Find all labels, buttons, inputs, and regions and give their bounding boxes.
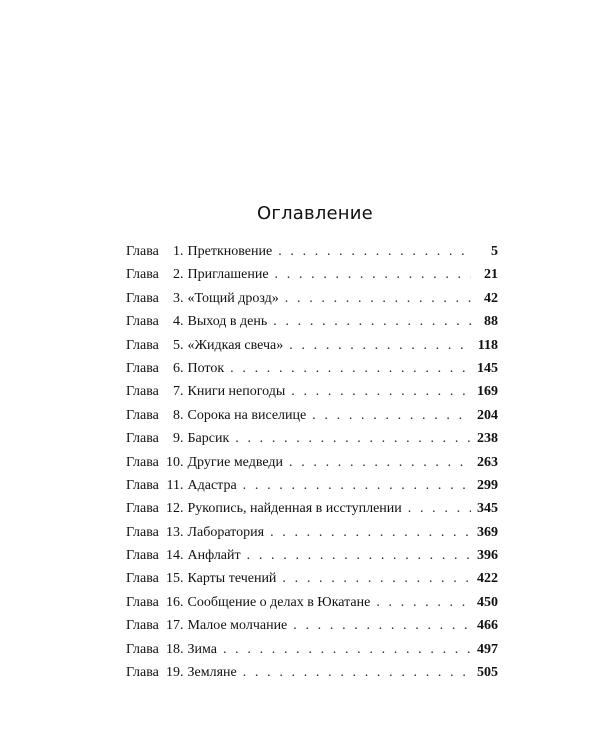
page-number: 88: [484, 314, 498, 330]
toc-entry: [126, 638, 498, 661]
chapter-title: Малое молчание: [187, 618, 288, 634]
chapter-number: 10: [166, 454, 180, 470]
page-number: 345: [477, 501, 498, 517]
chapter-number-period: .: [180, 665, 184, 681]
chapter-title: Анфлайт: [187, 548, 241, 564]
dot-leader: [243, 661, 471, 684]
chapter-number: 17: [166, 618, 180, 634]
chapter-number-period: .: [180, 337, 184, 353]
dot-leader: [243, 474, 471, 497]
chapter-label: Глава: [126, 314, 159, 330]
chapter-title: Книги непогоды: [187, 384, 286, 400]
page-number: 169: [477, 384, 498, 400]
table-of-contents: [126, 240, 498, 684]
toc-entry: [126, 474, 498, 497]
chapter-number: 4: [173, 314, 180, 330]
dot-leader: [291, 380, 471, 403]
chapter-label: Глава: [126, 477, 159, 493]
toc-entry: [126, 497, 498, 520]
chapter-number: 3: [173, 290, 180, 306]
chapter-label: Глава: [126, 244, 159, 259]
chapter-number: 7: [173, 384, 180, 400]
chapter-number: 14: [166, 548, 180, 564]
chapter-title: Адастра: [187, 477, 237, 493]
dot-leader: [235, 427, 471, 450]
chapter-label: Глава: [126, 454, 159, 470]
page-number: 466: [477, 618, 498, 634]
toc-entry: [126, 567, 498, 590]
chapter-label: Глава: [126, 407, 159, 423]
page-number: 299: [477, 477, 498, 493]
chapter-label: Глава: [126, 594, 159, 610]
dot-leader: [293, 614, 471, 637]
toc-entry: [126, 544, 498, 567]
chapter-label: Глава: [126, 337, 159, 353]
chapter-number-period: .: [180, 501, 184, 517]
chapter-label: Глава: [126, 501, 159, 517]
dot-leader: [230, 357, 471, 380]
chapter-number-period: .: [180, 477, 184, 493]
page-number: 118: [477, 337, 498, 353]
toc-entry: [126, 451, 498, 474]
page-number: 21: [484, 267, 498, 283]
chapter-label: Глава: [126, 360, 159, 376]
chapter-number: 15: [166, 571, 180, 587]
chapter-title: Приглашение: [187, 267, 269, 283]
page-number: 263: [477, 454, 498, 470]
toc-entry: [126, 404, 498, 427]
dot-leader: [282, 567, 471, 590]
chapter-title: Преткновение: [187, 244, 273, 259]
chapter-number-period: .: [180, 431, 184, 447]
chapter-label: Глава: [126, 665, 159, 681]
chapter-title: Сообщение о делах в Юкатане: [187, 594, 371, 610]
chapter-title: «Жидкая свеча»: [187, 337, 284, 353]
chapter-title: Другие медведи: [187, 454, 283, 470]
chapter-number: 11: [166, 477, 180, 493]
dot-leader: [376, 591, 471, 614]
page-number: 396: [477, 548, 498, 564]
chapter-number: 19: [166, 665, 180, 681]
dot-leader: [223, 638, 471, 661]
chapter-label: Глава: [126, 267, 159, 283]
toc-entry: [126, 240, 498, 263]
chapter-number-period: .: [180, 641, 184, 657]
chapter-number: 5: [173, 337, 180, 353]
dot-leader: [289, 334, 471, 357]
chapter-number: 2: [173, 267, 180, 283]
dot-leader: [408, 497, 471, 520]
chapter-label: Глава: [126, 524, 159, 540]
chapter-number-period: .: [180, 314, 184, 330]
chapter-title: Рукопись, найденная в исступлении: [187, 501, 402, 517]
page-number: 422: [477, 571, 498, 587]
chapter-number-period: .: [180, 594, 184, 610]
chapter-label: Глава: [126, 431, 159, 447]
toc-entry: [126, 427, 498, 450]
page-number: 42: [484, 290, 498, 306]
chapter-number-period: .: [180, 384, 184, 400]
chapter-number-period: .: [180, 524, 184, 540]
dot-leader: [285, 287, 471, 310]
chapter-title: Поток: [187, 360, 225, 376]
page-number: 505: [477, 665, 498, 681]
chapter-label: Глава: [126, 548, 159, 564]
chapter-number: 13: [166, 524, 180, 540]
page-number: 238: [477, 431, 498, 447]
chapter-number-period: .: [180, 618, 184, 634]
page-number: 450: [477, 594, 498, 610]
toc-entry: [126, 357, 498, 380]
page-number: 204: [477, 407, 498, 423]
chapter-number-period: .: [180, 548, 184, 564]
page-number: 5: [491, 244, 498, 259]
toc-entry: [126, 334, 498, 357]
page-title: Оглавление: [257, 203, 373, 224]
toc-entry: [126, 263, 498, 286]
toc-entry: [126, 591, 498, 614]
chapter-number-period: .: [180, 454, 184, 470]
dot-leader: [270, 521, 471, 544]
chapter-title: Лаборатория: [187, 524, 265, 540]
chapter-number-period: .: [180, 290, 184, 306]
chapter-label: Глава: [126, 641, 159, 657]
chapter-number: 16: [166, 594, 180, 610]
chapter-label: Глава: [126, 384, 159, 400]
page-number: 369: [477, 524, 498, 540]
chapter-number: 12: [166, 501, 180, 517]
chapter-number-period: .: [180, 244, 184, 259]
chapter-title: Сорока на виселице: [187, 407, 307, 423]
toc-entry: [126, 310, 498, 333]
chapter-number: 8: [173, 407, 180, 423]
dot-leader: [275, 263, 471, 286]
toc-entry: [126, 380, 498, 403]
dot-leader: [289, 451, 471, 474]
chapter-title: Выход в день: [187, 314, 268, 330]
chapter-label: Глава: [126, 571, 159, 587]
dot-leader: [278, 240, 471, 263]
dot-leader: [273, 310, 471, 333]
toc-entry: [126, 521, 498, 544]
chapter-number: 18: [166, 641, 180, 657]
dot-leader: [247, 544, 471, 567]
dot-leader: [312, 404, 471, 427]
chapter-label: Глава: [126, 618, 159, 634]
chapter-number: 9: [173, 431, 180, 447]
chapter-title: Зима: [187, 641, 217, 657]
chapter-number-period: .: [180, 407, 184, 423]
chapter-number: 6: [173, 360, 180, 376]
chapter-title: Карты течений: [187, 571, 277, 587]
chapter-title: «Тощий дрозд»: [187, 290, 279, 306]
chapter-number-period: .: [180, 267, 184, 283]
chapter-title: Земляне: [187, 665, 237, 681]
chapter-number: 1: [173, 244, 180, 259]
page-number: 497: [477, 641, 498, 657]
chapter-number-period: .: [180, 360, 184, 376]
chapter-number-period: .: [180, 571, 184, 587]
chapter-title: Барсик: [187, 431, 230, 447]
toc-entry: [126, 661, 498, 684]
toc-entry: [126, 287, 498, 310]
page-number: 145: [477, 360, 498, 376]
toc-entry: [126, 614, 498, 637]
chapter-label: Глава: [126, 290, 159, 306]
